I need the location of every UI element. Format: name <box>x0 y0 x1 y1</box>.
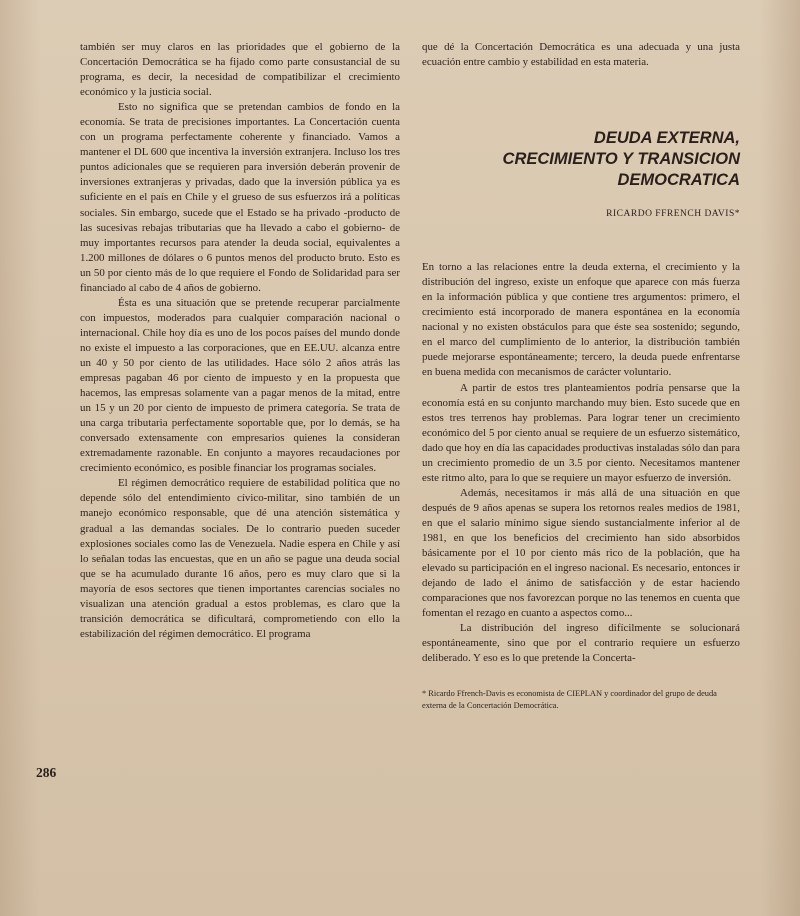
paragraph: Ésta es una situación que se pretende recuperar parcialmente con impuestos, moderados para cualquier comparación nacional o internacional. Chile hoy día es uno de los pocos países del mundo donde no existe el impuesto a las corporaciones, que en EE.UU. alcanza entre un 40 y 50 por ciento de las utilidades. Hace sólo 2 años atrás las empresas pagaban 46 por ciento de impuesto y en la propuesta que hacemos, las empresas solamente van a pagar menos de la mitad, entre un 15 y un 20 por ciento de impuesto de primera categoría. Se trata de una carga tributaria perfectamente soportable que, por lo demás, se ha conversado extensamente con empresarios quienes la consideran extremadamente razonable. En conjunto a mayores recaudaciones por crecimiento económico, es posible financiar los programas sociales. <box>80 296 400 475</box>
paragraph: también ser muy claros en las prioridades que el gobierno de la Concertación Democrática se ha fijado como parte consustancial de su programa, es decir, la necesidad de compatibilizar el crecimiento económico y la justicia social. <box>80 41 400 99</box>
footnote: * Ricardo Ffrench-Davis es economista de CIEPLAN y coordinador del grupo de deuda externa de la Concertación Democrática. <box>422 689 717 711</box>
page-number: 286 <box>36 765 57 780</box>
paragraph: Esto no significa que se pretendan cambios de fondo en la economía. Se trata de precisiones importantes. La Concertación cuenta con un programa perfectamente coherente y financiado. Vamos a mantener el DL 600 que incentiva la inversión extranjera. Incluso los tres puntos adicionales que se requieren para inversión deberán provenir de inversiones extranjeras y privadas, dado que la inversión pública ya es suficiente en el país en Chile y el grueso de sus esfuerzos irá a políticas sociales. Sin embargo, sucede que el Estado se ha privado -producto de las sucesivas rebajas tributarias que ha llevado a cabo el gobierno- de muy importantes recursos para atender la deuda social, equivalentes a 1.200 millones de dólares o 6 puntos menos del producto bruto. Esto es un 50 por ciento más de lo que requiere el Fondo de Solidaridad para ser financiado al cabo de 4 años de gobierno. <box>80 101 400 294</box>
article-title <box>422 128 740 191</box>
paragraph: A partir de estos tres planteamientos podría pensarse que la economía está en su conjunto marchando muy bien. Esto sucede que en estos tres terrenos hay problemas. Para lograr tener un crecimiento económico del 5 por ciento anual se requiere de un esfuerzo sistemático, dado que hoy en día las capacidades productivas instaladas sólo dan para un crecimiento promedio de un 3.5 por ciento. Necesitamos mantener este ritmo alto, para lo que se requiere un mayor esfuerzo de inversión. <box>422 381 740 484</box>
title-line: CRECIMIENTO Y TRANSICION <box>502 150 740 169</box>
paragraph: En torno a las relaciones entre la deuda externa, el crecimiento y la distribución del ingreso, existe un enfoque que aparece con más fuerza en la información pública y que contiene tres argumentos: primero, el crecimiento está incorporado de manera espontánea en la economía nacional y no existen obstáculos para que éste sea sostenido; segundo, en el marco del cumplimiento de lo anterior, la distribución también puede mejorarse espontáneamente; tercero, la deuda puede enfrentarse en buena medida con mecanismos de carácter voluntario. <box>422 261 740 379</box>
title-line: DEMOCRATICA <box>617 171 740 190</box>
left-column <box>80 40 400 642</box>
paragraph: El régimen democrático requiere de estabilidad política que no depende sólo del entendimiento cívico-militar, sino también de un manejo económico responsable, que dé una atención sistemática y gradual a las demandas sociales. De lo contrario pueden suceder explosiones sociales como las de Venezuela. Nadie espera en Chile y así lo señalan todas las encuestas, que en un año se pague una deuda social que se ha acumulado durante 16 años, pero es muy claro que si la mayoría de esos sectores que tienen importantes carencias sociales no visualizan una atención gradual a estos problemas, es claro que la transición democrática se dificultará, comprometiendo con ello la estabilización del régimen democrático. El programa <box>80 477 400 640</box>
title-line: DEUDA EXTERNA, <box>593 129 740 148</box>
right-column <box>422 40 740 712</box>
paragraph: La distribución del ingreso difícilmente se solucionará espontáneamente, sino que por el contrario requiere un esfuerzo deliberado. Y eso es lo que pretende la Concerta- <box>422 622 740 665</box>
paragraph: Además, necesitamos ir más allá de una situación en que después de 9 años apenas se supera los retornos reales medios de 1981, en que el salario mínimo sigue siendo sustancialmente inferior al de 1981, en que los beneficios del crecimiento han sido absorbidos básicamente por el 10 por ciento más rico de la población, que ha elevado su participación en el ingreso nacional. Es necesario, entonces ir dejando de lado el ánimo de satisfacción y de estar haciendo comparaciones que nos favorezcan porque no las tenemos en cuenta que fomentan el rezago en cuanto a aspectos como... <box>422 486 740 620</box>
continuation-paragraph: que dé la Concertación Democrática es una adecuada y una justa ecuación entre cambio y estabilidad en esta materia. <box>422 41 740 69</box>
article-author: RICARDO FFRENCH DAVIS* <box>606 209 740 220</box>
